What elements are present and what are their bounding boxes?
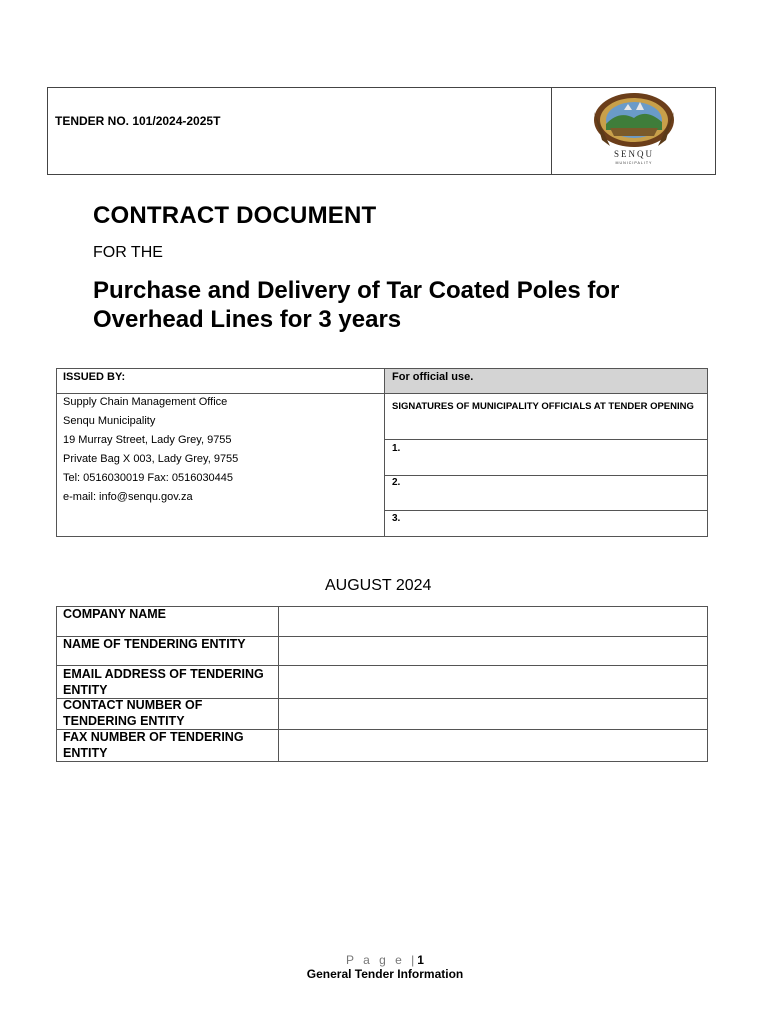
senqu-municipality-logo — [584, 90, 684, 166]
logo-subtext: MUNICIPALITY — [615, 161, 653, 165]
tender-subject — [93, 276, 713, 334]
signature-number: 2. — [392, 477, 401, 488]
address-line: Private Bag X 003, Lady Grey, 9755 — [63, 453, 239, 465]
issued-table-header-line — [56, 393, 708, 394]
logo-text: SENQU — [613, 149, 655, 159]
address-line: Senqu Municipality — [63, 415, 156, 427]
official-use-label: For official use. — [392, 371, 474, 383]
signatures-heading: SIGNATURES OF MUNICIPALITY OFFICIALS AT TENDER OPENING — [392, 401, 694, 412]
signature-number: 3. — [392, 513, 401, 524]
company-name-input-cell[interactable] — [279, 607, 707, 636]
company-field-label: NAME OF TENDERING ENTITY — [63, 637, 246, 651]
page-number — [0, 953, 770, 967]
fax-number-input-cell[interactable] — [279, 730, 707, 761]
document-title: CONTRACT DOCUMENT — [93, 202, 377, 229]
company-field-label: FAX NUMBER OF TENDERING ENTITY — [63, 730, 244, 760]
tender-subject-line-1: Purchase and Delivery of Tar Coated Poles for — [93, 277, 620, 304]
signature-number: 1. — [392, 443, 401, 454]
address-line: e-mail: info@senqu.gov.za — [63, 491, 193, 503]
signature-row-line — [385, 439, 708, 440]
email-input-cell[interactable] — [279, 666, 707, 698]
company-field-label: CONTACT NUMBER OF TENDERING ENTITY — [63, 698, 203, 728]
signature-row-line — [385, 475, 708, 476]
document-date: AUGUST 2024 — [325, 577, 432, 594]
address-line: Supply Chain Management Office — [63, 396, 228, 408]
for-the-label: FOR THE — [93, 244, 163, 261]
tendering-entity-input-cell[interactable] — [279, 637, 707, 665]
company-field-label: EMAIL ADDRESS OF TENDERING ENTITY — [63, 667, 264, 697]
footer-section-title: General Tender Information — [306, 967, 464, 981]
signature-row-line — [385, 510, 708, 511]
issued-by-label: ISSUED BY: — [63, 371, 126, 383]
tender-subject-line-2: Overhead Lines for 3 years — [93, 306, 402, 333]
contact-number-input-cell[interactable] — [279, 699, 707, 729]
address-line: 19 Murray Street, Lady Grey, 9755 — [63, 434, 232, 446]
company-field-label: COMPANY NAME — [63, 607, 167, 621]
tender-number: TENDER NO. 101/2024-2025T — [55, 114, 221, 128]
header-divider — [551, 87, 552, 175]
page-number-value: 1 — [417, 953, 424, 967]
address-line: Tel: 0516030019 Fax: 0516030445 — [63, 472, 234, 484]
page-label: P a g e | — [346, 953, 418, 967]
